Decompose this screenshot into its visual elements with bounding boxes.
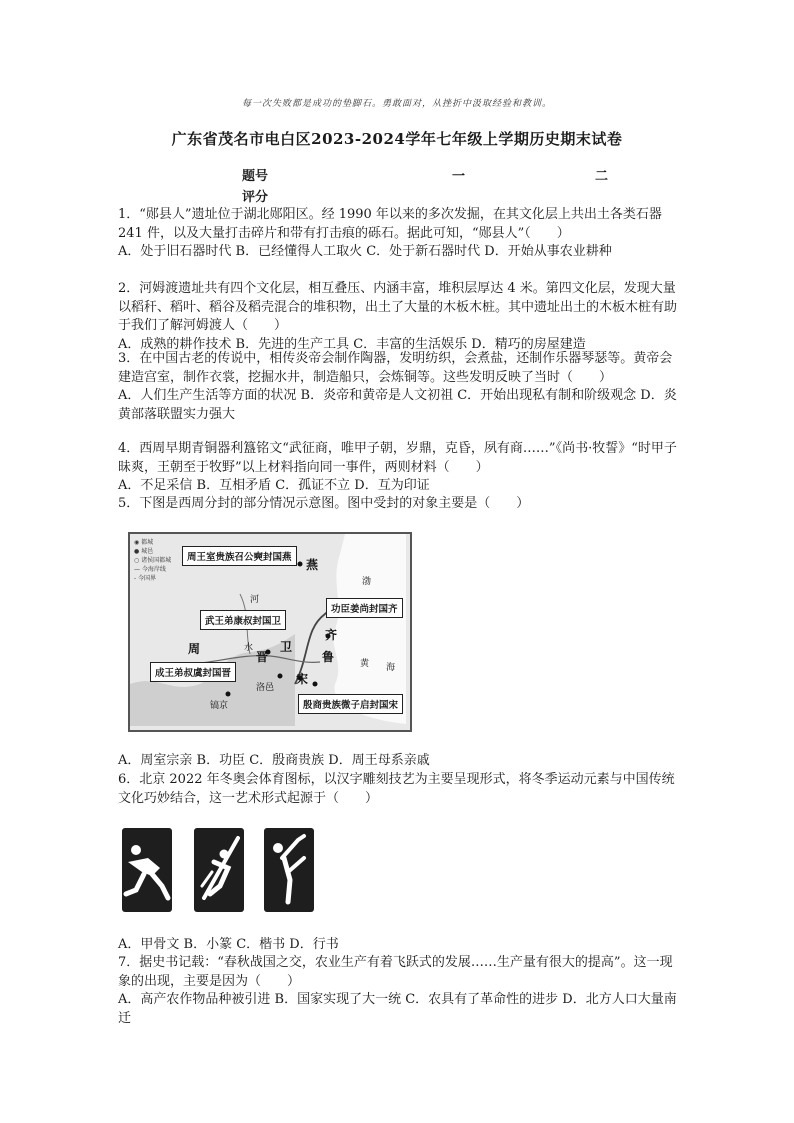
map-label-zhou: 周 xyxy=(188,642,201,656)
map-label-qi: 齐 xyxy=(325,628,338,642)
question-stem: 6．北京 2022 年冬奥会体育图标，以汉字雕刻技艺为主要呈现形式，将冬季运动元素与中国传统文化巧妙结合，这一艺术形式起源于（ ） xyxy=(118,772,675,806)
legend-item: ‐ 今国界 xyxy=(134,575,156,582)
question-stem: 7．据史书记载：“春秋战国之交，农业生产有着飞跃式的发展……生产量有很大的提高”。这一现象的出现，主要是因为（ ） xyxy=(118,955,673,989)
question-options: A．不足采信 B．互相矛盾 C．孤证不立 D．互为印证 xyxy=(118,478,430,493)
question-6 xyxy=(118,771,678,808)
callout-song: 殷商贵族微子启封国宋 xyxy=(298,694,403,714)
question-options: A．甲骨文 B．小篆 C．楷书 D．行书 xyxy=(118,937,339,952)
legend-item: — 今海岸线 xyxy=(134,566,166,573)
map-legend xyxy=(134,538,171,583)
map-label-haojing: 镐京 xyxy=(210,701,229,711)
score-col-label: 题号 xyxy=(242,169,269,184)
map-label-luoyi: 洛邑 xyxy=(256,683,275,693)
legend-item: ◉ 都城 xyxy=(134,539,154,546)
map-label-lu: 鲁 xyxy=(322,650,335,664)
question-stem: 4．西周早期青铜器利簋铭文“武征商，唯甲子朝，岁鼎，克昏，夙有商……”《尚书·牧誓》“时甲子昧爽，王朝至于牧野”以上材料指向同一事件，两则材料（ ） xyxy=(118,441,677,475)
question-stem: 3．在中国古老的传说中，相传炎帝会制作陶器，发明纺织，会煮盐，还制作乐器琴瑟等。黄帝会建造宫室，制作衣裳，挖掘水井，制造船只，会炼铜等。这些发明反映了当时（ ） xyxy=(118,351,673,385)
question-1 xyxy=(118,206,678,262)
motto: 每一次失败都是成功的垫脚石。勇敢面对，从挫折中汲取经验和教训。 xyxy=(241,99,552,109)
question-options: A．成熟的耕作技术 B．先进的生产工具 C．丰富的生活娱乐 D．精巧的房屋建造 xyxy=(118,336,586,352)
speed-skating-pictogram xyxy=(122,828,172,912)
ski-pictogram xyxy=(194,828,244,912)
zhou-fiefdom-map xyxy=(128,532,412,732)
question-2 xyxy=(118,280,678,354)
callout-qi: 功臣姜尚封国齐 xyxy=(326,598,403,618)
map-label-shui: 水 xyxy=(244,643,254,653)
question-options: A．人们生产生活等方面的状况 B．炎帝和黄帝是人文初祖 C．开始出现私有制和阶级观念 D．炎黄部落联盟实力强大 xyxy=(118,388,677,422)
score-col-1: 一 xyxy=(452,169,466,184)
question-5 xyxy=(118,495,678,514)
question-options: A．周室宗亲 B．功臣 C．殷商贵族 D．周王母系亲戚 xyxy=(118,753,430,768)
question-3 xyxy=(118,350,678,424)
question-stem: 2．河姆渡遗址共有四个文化层，相互叠压、内涵丰富，堆积层厚达 4 米。第四文化层，发现大量以稻秆、稻叶、稻谷及稻壳混合的堆积物，出土了大量的木板木桩。其中遗址出土的木板木桩有助于我们了解河姆渡人（ ） xyxy=(118,281,678,333)
question-options: A．高产农作物品种被引进 B．国家实现了大一统 C．农具有了革命性的进步 D．北方人口大量南迁 xyxy=(118,992,677,1026)
map-label-bo: 渤 xyxy=(362,577,372,587)
callout-jin: 成王弟叔虞封国晋 xyxy=(150,662,236,682)
callout-wei: 武王弟康叔封国卫 xyxy=(200,610,286,630)
map-label-yan: 燕 xyxy=(306,558,319,572)
map-label-jin: 晋 xyxy=(256,650,269,664)
question-4 xyxy=(118,440,678,496)
figure-skating-pictogram xyxy=(264,828,314,912)
question-stem: 1．“郧县人”遗址位于湖北郧阳区。经 1990 年以来的多次发掘，在其文化层上共出土各类石器 241 件，以及大量打击碎片和带有打击痕的砾石。据此可知，“郧县人”（ ） xyxy=(118,207,662,241)
legend-item: ● 城邑 xyxy=(134,548,154,555)
question-7 xyxy=(118,954,678,1028)
map-label-hai: 海 xyxy=(386,663,396,673)
score-col-2: 二 xyxy=(595,169,609,184)
score-row-label: 评分 xyxy=(242,190,269,205)
question-5-options xyxy=(118,752,678,771)
map-label-huang: 黄 xyxy=(360,659,370,669)
question-6-options xyxy=(118,936,678,955)
question-options: A．处于旧石器时代 B．已经懂得人工取火 C．处于新石器时代 D．开始从事农业耕种 xyxy=(118,244,612,259)
map-label-song: 宋 xyxy=(296,672,309,686)
callout-yan: 周王室贵族召公奭封国燕 xyxy=(182,546,297,566)
legend-item: ○ 诸侯国都城 xyxy=(134,557,172,564)
page-title: 广东省茂名市电白区2023-2024学年七年级上学期历史期末试卷 xyxy=(171,130,623,148)
map-label-he: 河 xyxy=(250,595,260,605)
map-label-wei: 卫 xyxy=(280,640,293,654)
question-stem: 5．下图是西周分封的部分情况示意图。图中受封的对象主要是（ ） xyxy=(118,496,530,511)
